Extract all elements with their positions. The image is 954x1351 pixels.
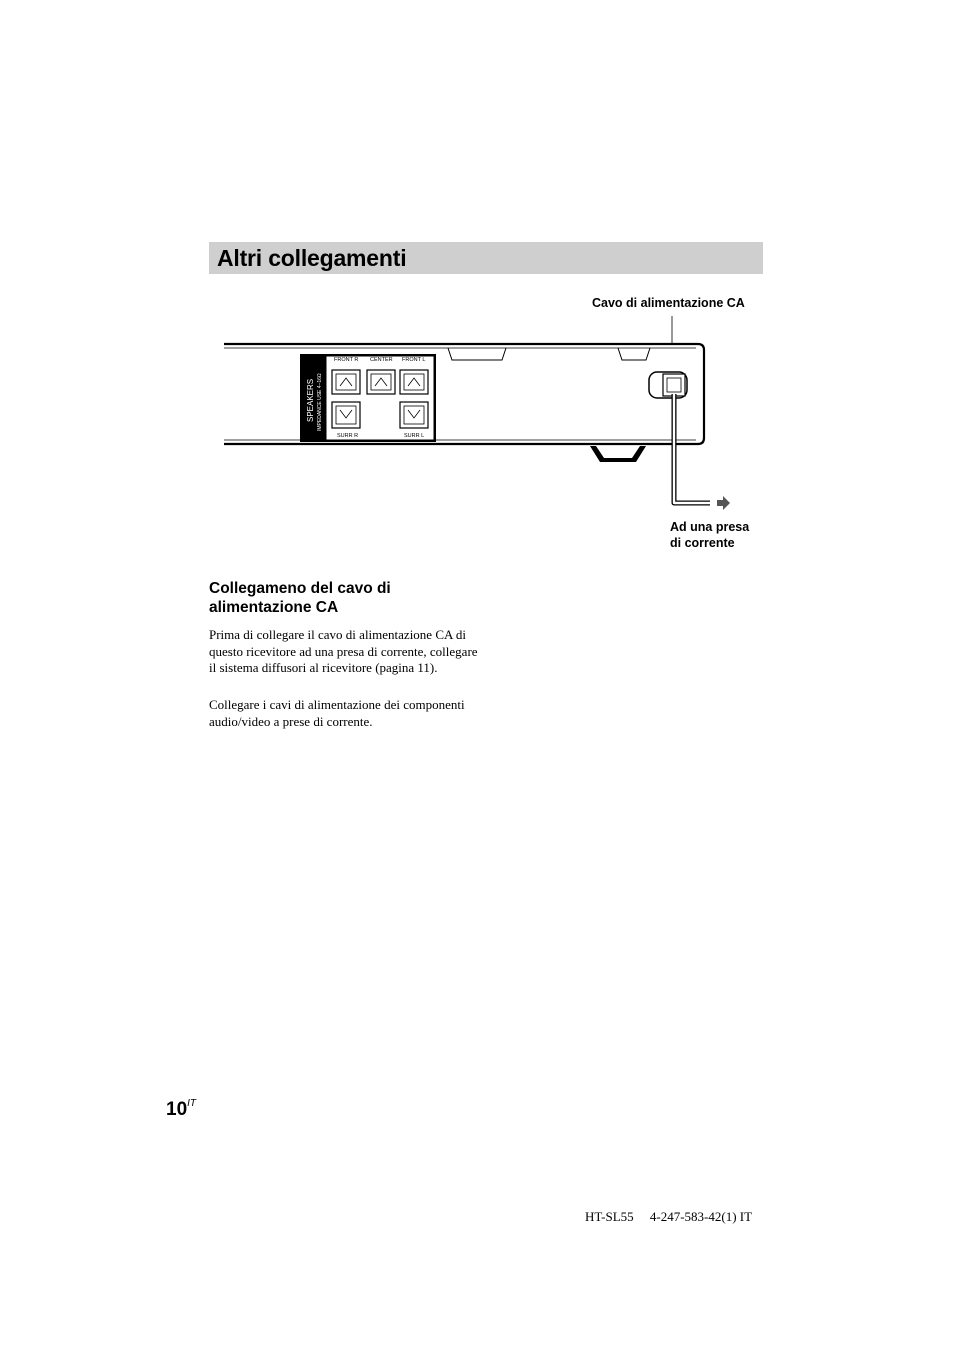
sub-heading-line1: Collegameno del cavo di [209, 580, 391, 597]
power-outlet-label [670, 519, 780, 551]
footer-part-number: 4-247-583-42(1) IT [649, 1209, 753, 1224]
terminal-center [367, 370, 395, 394]
footer-code [585, 1209, 752, 1225]
power-outlet-label-line1: Ad una presa [670, 520, 750, 534]
page-locale: IT [187, 1098, 197, 1109]
terminal-front-l [400, 370, 428, 394]
sub-heading-line2: alimentazione CA [209, 599, 339, 616]
terminal-surr-r [332, 402, 360, 428]
power-outlet-label-line2: di corrente [670, 536, 735, 550]
arrow-right-icon [717, 496, 730, 510]
ac-inlet [649, 372, 687, 398]
terminal-front-r [332, 370, 360, 394]
page-number [166, 1098, 196, 1121]
footer-model: HT-SL55 [585, 1209, 634, 1224]
section-title: Altri collegamenti [217, 245, 407, 271]
label-front-r: FRONT R [334, 357, 359, 363]
section-header-bar [209, 242, 763, 274]
panel-title: SPEAKERS [306, 378, 315, 422]
page-number-value: 10 [166, 1099, 188, 1120]
panel-impedance: IMPEDANCE USE 4–16Ω [317, 373, 323, 431]
paragraph-2: Collegare i cavi di alimentazione dei componenti audio/video a prese di corrente. [209, 697, 465, 729]
terminal-surr-l [400, 402, 428, 428]
label-surr-r: SURR R [337, 433, 359, 439]
receiver-rear-panel-diagram [218, 310, 738, 515]
power-cord-label: Cavo di alimentazione CA [592, 296, 745, 310]
sub-heading [209, 579, 509, 617]
label-front-l: FRONT L [402, 357, 426, 363]
label-surr-l: SURR L [404, 433, 425, 439]
paragraph-1: Prima di collegare il cavo di alimentazione CA di questo ricevitore ad una presa di corrente, collegare il sistema diffusori al ricevitore (pagina 11). [209, 627, 478, 675]
label-center: CENTER [370, 357, 393, 363]
